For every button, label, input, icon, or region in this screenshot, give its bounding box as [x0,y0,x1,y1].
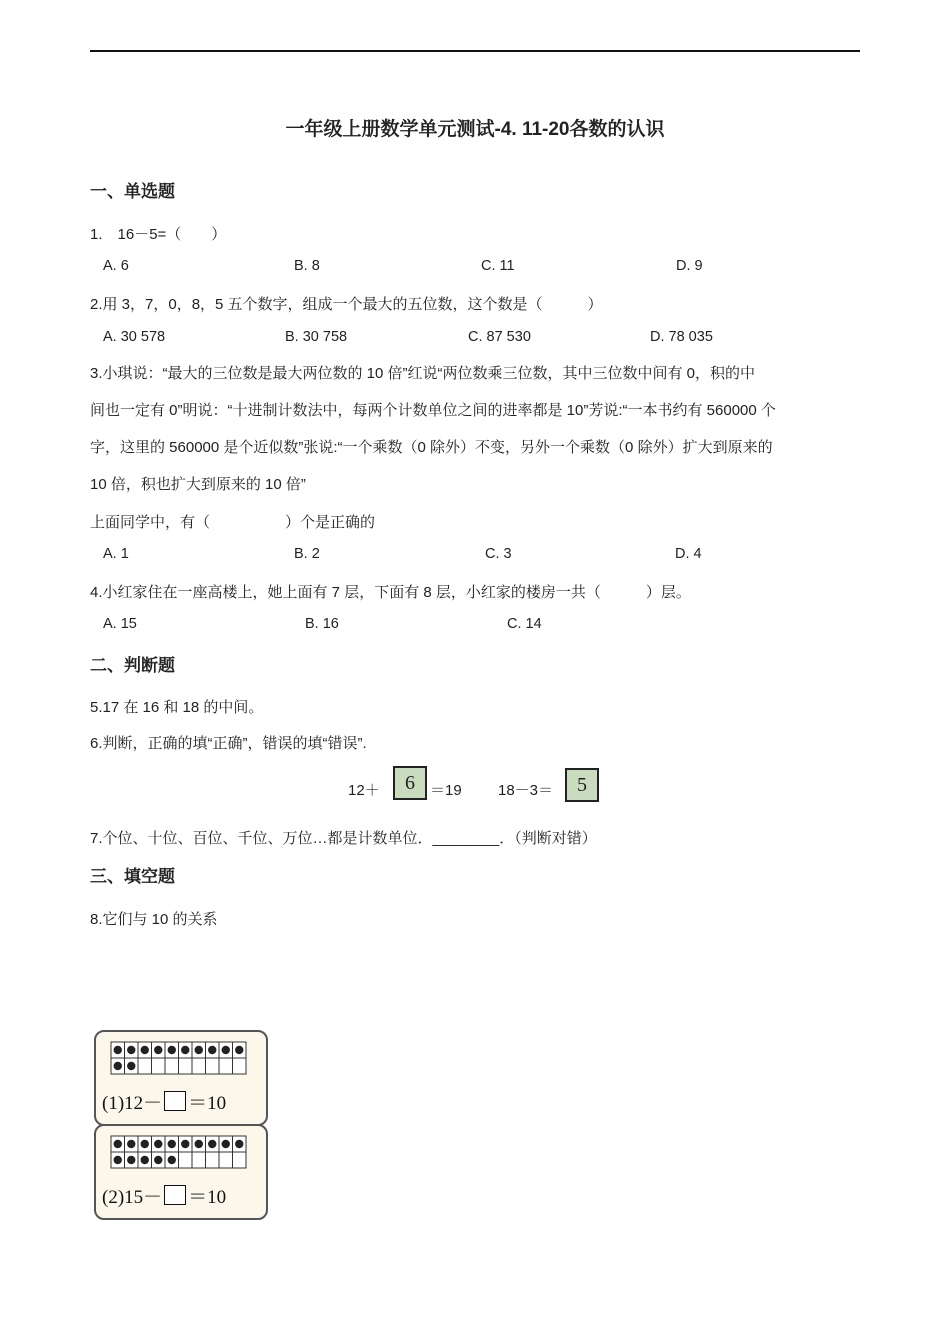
card-1-equation [102,1088,226,1115]
top-rule [90,50,860,52]
ten-frame-cell [179,1058,193,1074]
counter-dot [208,1046,216,1054]
counter-dot [114,1062,122,1070]
counter-dot [141,1140,149,1148]
counter-dot [154,1140,162,1148]
question-2: 2.用 3，7，0，8，5 五个数字，组成一个最大的五位数，这个数是（ ） [90,296,603,313]
counter-dot [168,1046,176,1054]
ten-frame-cell [179,1152,193,1168]
section-heading-true-false: 二、判断题 [90,656,175,675]
ten-frame-card-1 [94,1030,268,1126]
counter-dot [127,1062,135,1070]
ten-frame-cell [138,1058,152,1074]
q3-subquestion: 上面同学中，有（ ）个是正确的 [90,514,376,531]
question-5: 5.17 在 16 和 18 的中间。 [90,699,264,716]
q1-option-a: A. 6 [103,258,129,274]
ten-frame-card-2 [94,1124,268,1220]
counter-dot [168,1156,176,1164]
ten-frame-1 [110,1041,250,1075]
counter-dot [141,1156,149,1164]
ten-frame-cell [152,1058,166,1074]
counter-dot [127,1046,135,1054]
counter-dot [114,1046,122,1054]
counter-dot [235,1046,243,1054]
page-title: 一年级上册数学单元测试-4. 11-20各数的认识 [285,119,665,140]
q1-option-b: B. 8 [294,258,320,274]
question-4: 4.小红家住在一座高楼上，她上面有 7 层，下面有 8 层，小红家的楼房一共（ ）层。 [90,584,691,601]
counter-dot [181,1046,189,1054]
ten-frame-cell [233,1152,247,1168]
q4-option-c: C. 14 [507,616,542,632]
counter-dot [181,1140,189,1148]
card-2-suffix: ＝10 [188,1187,227,1208]
counter-dot [195,1140,203,1148]
ten-frame-cell [206,1152,220,1168]
q6-eq2-left: 18－3＝ [498,782,554,799]
ten-frame-cell [219,1152,233,1168]
question-6: 6.判断，正确的填“正确”，错误的填“错误”. [90,735,367,752]
q6-eq1-left: 12＋ [348,782,380,799]
counter-dot [235,1140,243,1148]
q3-line-2: 间也一定有 0”明说：“十进制计数法中，每两个计数单位之间的进率都是 10”芳说:“一本书约有 560000 个 [90,402,776,419]
q4-option-b: B. 16 [305,616,339,632]
ten-frame-cell [233,1058,247,1074]
card-2-equation [102,1182,226,1209]
q3-line-1: 3.小琪说：“最大的三位数是最大两位数的 10 倍”红说“两位数乘三位数，其中三位数中间有 0，积的中 [90,365,756,382]
counter-dot [127,1140,135,1148]
counter-dot [208,1140,216,1148]
section-heading-fill-blank: 三、填空题 [90,867,175,886]
counter-dot [154,1046,162,1054]
counter-dot [114,1140,122,1148]
q4-option-a: A. 15 [103,616,137,632]
q3-line-3: 字，这里的 560000 是个近似数”张说:“一个乘数（0 除外）不变，另外一个乘数（0 除外）扩大到原来的 [90,439,773,456]
counter-dot [114,1156,122,1164]
question-3 [90,355,865,503]
ten-frame-cell [192,1152,206,1168]
counter-dot [195,1046,203,1054]
card-2-prefix: (2)15－ [102,1187,163,1208]
q3-line-4: 10 倍，积也扩大到原来的 10 倍” [90,476,306,493]
card-1-answer-box[interactable] [164,1091,186,1111]
q2-option-d: D. 78 035 [650,329,713,345]
counter-dot [222,1140,230,1148]
q6-eq2-box: 5 [565,768,599,802]
q1-option-c: C. 11 [481,258,515,274]
q6-eq1-box: 6 [393,766,427,800]
counter-dot [222,1046,230,1054]
counter-dot [141,1046,149,1054]
ten-frame-2 [110,1135,250,1169]
ten-frame-cell [206,1058,220,1074]
q3-option-b: B. 2 [294,546,320,562]
q6-eq1-right: ＝19 [430,782,462,799]
q2-option-b: B. 30 758 [285,329,348,345]
question-1: 1. 16－5=（ ） [90,226,227,243]
q2-option-c: C. 87 530 [468,329,531,345]
counter-dot [168,1140,176,1148]
q3-option-a: A. 1 [103,546,129,562]
ten-frame-cell [165,1058,179,1074]
section-heading-single-choice: 一、单选题 [90,182,175,201]
counter-dot [154,1156,162,1164]
q2-option-a: A. 30 578 [103,329,166,345]
q3-option-d: D. 4 [675,546,702,562]
card-1-suffix: ＝10 [188,1093,227,1114]
counter-dot [127,1156,135,1164]
q1-option-d: D. 9 [676,258,703,274]
ten-frame-cell [219,1058,233,1074]
question-7: 7.个位、十位、百位、千位、万位…都是计数单位．________．（判断对错） [90,830,597,847]
card-1-prefix: (1)12－ [102,1093,163,1114]
card-2-answer-box[interactable] [164,1185,186,1205]
q3-option-c: C. 3 [485,546,512,562]
ten-frame-cell [192,1058,206,1074]
question-8: 8.它们与 10 的关系 [90,911,218,928]
